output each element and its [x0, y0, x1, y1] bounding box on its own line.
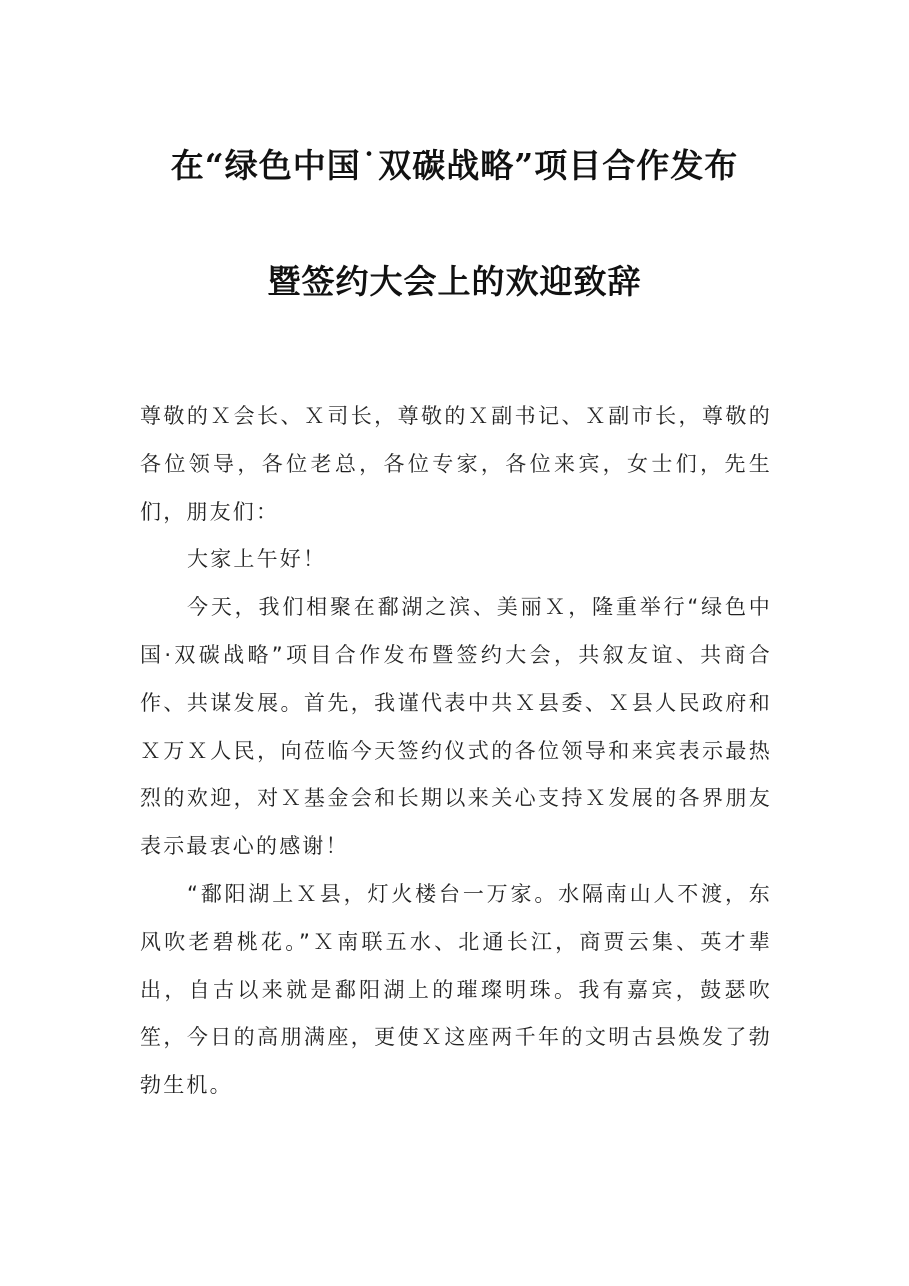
- document-title-line-1: 在“绿色中国˙双碳战略”项目合作发布: [170, 146, 739, 185]
- salutation-paragraph: 尊敬的Ｘ会长、Ｘ司长，尊敬的Ｘ副书记、Ｘ副市长，尊敬的各位领导，各位老总，各位专家，各位来宾，女士们，先生们，朋友们：: [140, 404, 772, 524]
- welcome-paragraph: 今天，我们相聚在鄱湖之滨、美丽Ｘ，隆重举行“绿色中国·双碳战略”项目合作发布暨签约大会，共叙友谊、共商合作、共谋发展。首先，我谨代表中共Ｘ县委、Ｘ县人民政府和Ｘ万Ｘ人民，向莅临今天签约仪式的各位领导和来宾表示最热烈的欢迎，对Ｘ基金会和长期以来关心支持Ｘ发展的各界朋友表示最衷心的感谢！: [140, 595, 772, 859]
- poem-paragraph: “鄱阳湖上Ｘ县，灯火楼台一万家。水隔南山人不渡，东风吹老碧桃花。”Ｘ南联五水、北通长江，商贾云集、英才辈出，自古以来就是鄱阳湖上的璀璨明珠。我有嘉宾，鼓瑟吹笙，今日的高朋满座，更使Ｘ这座两千年的文明古县焕发了勃勃生机。: [140, 881, 772, 1098]
- document-title-line-2: 暨签约大会上的欢迎致辞: [267, 262, 642, 301]
- greeting-paragraph: 大家上午好！: [187, 547, 327, 572]
- document-body: [140, 393, 772, 1110]
